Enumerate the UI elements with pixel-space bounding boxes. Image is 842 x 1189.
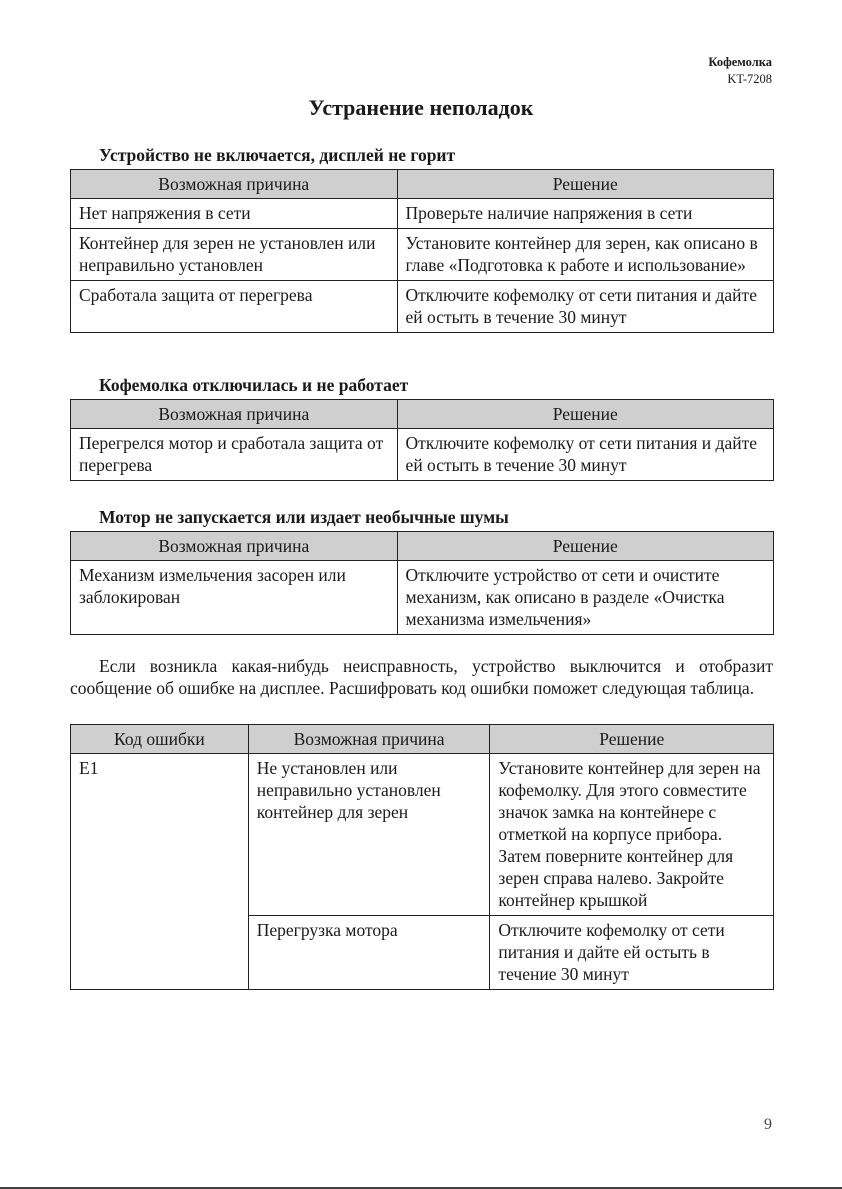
solution-cell: Отключите кофемолку от сети питания и дайте ей остыть в течение 30 минут [397, 281, 773, 333]
column-header-cause: Возможная причина [71, 170, 398, 199]
solution-cell: Отключите кофемолку от сети питания и дайте ей остыть в течение 30 минут [490, 916, 774, 990]
column-header-solution: Решение [490, 725, 774, 754]
section-heading-no-power: Устройство не включается, дисплей не горит [99, 145, 456, 165]
table-header-row [71, 400, 774, 429]
section-heading-shut-off: Кофемолка отключилась и не работает [99, 375, 409, 395]
solution-cell: Отключите устройство от сети и очистите механизм, как описано в разделе «Очистка механизма измельчения» [397, 561, 773, 635]
column-header-solution: Решение [397, 170, 773, 199]
table-row [71, 561, 774, 635]
column-header-solution: Решение [397, 532, 773, 561]
solution-cell: Установите контейнер для зерен, как описано в главе «Подготовка к работе и использование» [397, 229, 773, 281]
troubleshooting-table-shut-off [70, 399, 774, 481]
solution-cell: Отключите кофемолку от сети питания и дайте ей остыть в течение 30 минут [397, 429, 773, 481]
column-header-cause: Возможная причина [71, 400, 398, 429]
error-code-cell: E1 [71, 754, 249, 990]
column-header-solution: Решение [397, 400, 773, 429]
column-header-cause: Возможная причина [71, 532, 398, 561]
table-row [71, 281, 774, 333]
cause-cell: Механизм измельчения засорен или заблокирован [71, 561, 398, 635]
troubleshooting-table-no-power [70, 169, 774, 333]
table-header-row [71, 170, 774, 199]
table-row [71, 754, 774, 916]
model-number: KT-7208 [727, 72, 772, 86]
page-title: Устранение неполадок [308, 95, 534, 120]
error-code-intro: Если возникла какая-нибудь неисправность, устройство выключится и отобразит сообщение об ошибке на дисплее. Расшифровать код ошибки поможет следующая таблица. [70, 656, 773, 698]
column-header-cause: Возможная причина [248, 725, 490, 754]
troubleshooting-table-motor [70, 531, 774, 635]
product-name: Кофемолка [708, 55, 772, 69]
table-row [71, 229, 774, 281]
cause-cell: Контейнер для зерен не установлен или неправильно установлен [71, 229, 398, 281]
cause-cell: Сработала защита от перегрева [71, 281, 398, 333]
solution-cell: Проверьте наличие напряжения в сети [397, 199, 773, 229]
table-row [71, 199, 774, 229]
column-header-code: Код ошибки [71, 725, 249, 754]
cause-cell: Перегрузка мотора [248, 916, 490, 990]
cause-cell: Не установлен или неправильно установлен контейнер для зерен [248, 754, 490, 916]
page-number: 9 [764, 1116, 772, 1133]
cause-cell: Перегрелся мотор и сработала защита от перегрева [71, 429, 398, 481]
error-code-table [70, 724, 774, 990]
table-header-row [71, 532, 774, 561]
table-row [71, 429, 774, 481]
running-header [708, 54, 772, 88]
section-heading-motor: Мотор не запускается или издает необычные шумы [99, 507, 509, 527]
cause-cell: Нет напряжения в сети [71, 199, 398, 229]
table-header-row [71, 725, 774, 754]
solution-cell: Установите контейнер для зерен на кофемолку. Для этого совместите значок замка на контейнере с отметкой на корпусе прибора. Затем поверните контейнер для зерен справа налево. Закройте контейнер крышкой [490, 754, 774, 916]
